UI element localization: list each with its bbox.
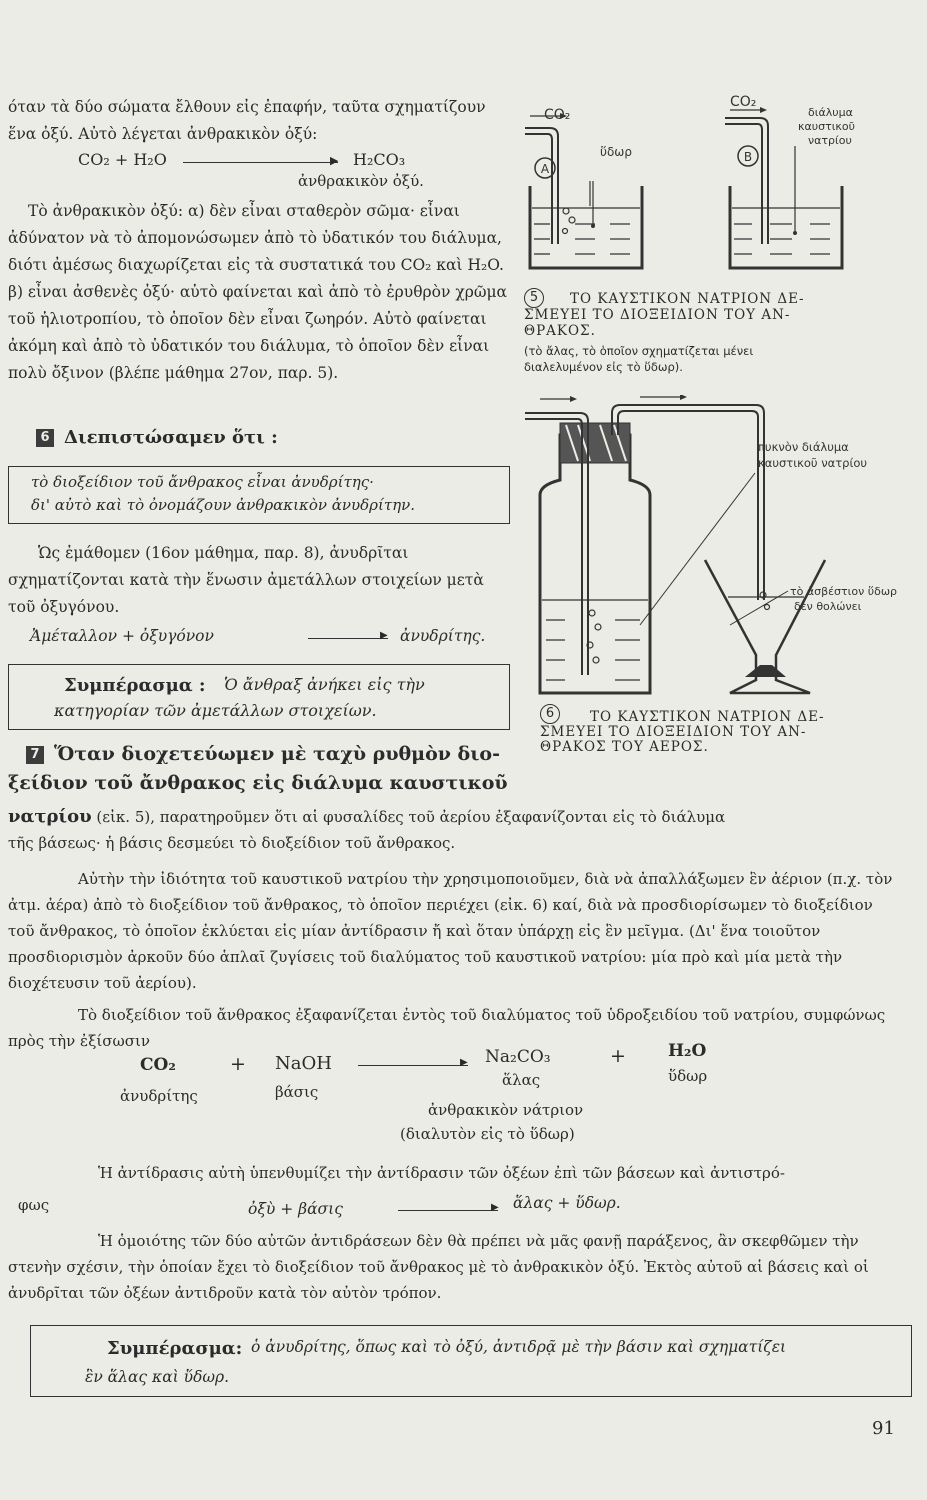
conc-label-1: πυκνὸν διάλυμα — [758, 440, 849, 454]
solution-label-2: καυστικοῦ — [798, 120, 855, 133]
figure-6-apparatus — [520, 395, 925, 710]
label-b: B — [743, 150, 753, 164]
fig5-caption-1: ΤΟ ΚΑΥΣΤΙΚΟΝ ΝΑΤΡΙΟΝ ΔΕ- — [570, 291, 805, 307]
conclusion-text-2: κατηγορίαν τῶν ἀμετάλλων στοιχείων. — [54, 701, 377, 720]
fig6-caption-2: ΣΜΕΥΕΙ ΤΟ ΔΙΟΞΕΙΔΙΟΝ ΤΟΥ ΑΝ- — [540, 724, 807, 740]
intro-block — [8, 94, 513, 387]
eq-salt-full-2: (διαλυτὸν εἰς τὸ ὕδωρ) — [400, 1125, 575, 1143]
flow-arrow-out — [680, 395, 687, 400]
eq-anhydride-arrow — [308, 638, 388, 639]
eq-salt-full-1: ἀνθρακικὸν νάτριον — [428, 1101, 584, 1119]
eq2-left: ὀξὺ + βάσις — [248, 1200, 343, 1218]
solution-label-3: νατρίου — [808, 134, 852, 147]
equation-acid-base — [8, 1186, 908, 1220]
section-7-line-4: τῆς βάσεως· ἡ βάσις δεσμεύει τὸ διοξείδιον τοῦ ἄνθρακος. — [8, 834, 456, 852]
finding-line-1: τὸ διοξείδιον τοῦ ἄνθρακος εἶναι ἀνυδρίτης· — [31, 473, 374, 491]
conclusion-text-1: Ὁ ἄνθραξ ἀνήκει εἰς τὴν — [224, 675, 425, 694]
lime-label-1: τὸ ἀσβέστιον ὕδωρ — [790, 585, 898, 598]
conclusion-box-1 — [8, 664, 510, 730]
co2-label-a: CO₂ — [544, 107, 571, 123]
section-7-paragraph-2: Αὐτὴν τὴν ἰδιότητα τοῦ καυστικοῦ νατρίου τὴν χρησιμοποιοῦμεν, διὰ νὰ ἀπαλλάξωμεν ἓν ἀέριον (π.χ. τὸν ἀτμ. ἀέρα) ἀπὸ τὸ διοξείδιον τοῦ ἄνθρακος, τὸ ὁποῖον περιέχει (εἰκ. 6) καί, διὰ νὰ προσδιορίσωμεν τὸ διοξείδιον τοῦ ἄνθρακος, τὸ ὁποῖον ἐκλύεται εἰς μίαν ἀντίδρασιν ἤ καὶ ὅταν ὑπάρχῃ εἰς ἓν μεῖγμα. (Δι' ἕνα τοιοῦτον προσδιορισμὸν ἀρκοῦν δύο ἁπλαῖ ζυγίσεις τοῦ διαλύματος τοῦ καυστικοῦ νατρίου: μία πρὸ καὶ μία μετὰ τὴν διοχέτευσιν τοῦ ἀερίου). — [8, 870, 893, 992]
section-7-title-2: ξείδιον τοῦ ἄνθρακος εἰς διάλυμα καυστικοῦ — [8, 772, 508, 794]
eq-naoh: NaOH — [275, 1053, 332, 1074]
eq2-right: ἅλας + ὕδωρ. — [513, 1194, 621, 1212]
wash-bottle — [540, 435, 650, 693]
final-conclusion-text-2: ἓν ἅλας καὶ ὕδωρ. — [85, 1368, 230, 1386]
anhydride-paragraph-block — [8, 540, 513, 655]
page-number: 91 — [872, 1418, 895, 1439]
flow-arrow-in — [570, 396, 577, 402]
eq2-arrow — [398, 1210, 498, 1211]
eq-water-name: ὕδωρ — [668, 1067, 708, 1085]
eq1-label: ἀνθρακικὸν ὀξύ. — [298, 172, 424, 190]
section-6-title: Διεπιστώσαμεν ὅτι : — [64, 427, 278, 448]
fig5-note-2: διαλελυμένον εἰς τὸ ὕδωρ). — [524, 360, 683, 374]
equation-carbonic-acid — [8, 148, 513, 192]
pointer-conc — [640, 473, 755, 625]
fig5-caption-2: ΣΜΕΥΕΙ ΤΟ ΔΙΟΞΕΙΔΙΟΝ ΤΟΥ ΑΝ- — [524, 307, 791, 323]
eq-arrow — [358, 1065, 468, 1066]
figure-5-number: 5 — [524, 288, 544, 308]
lime-label-2: δὲν θολώνει — [794, 600, 862, 613]
figure-6-number: 6 — [540, 704, 560, 724]
section-7-heading — [8, 740, 528, 798]
intro-paragraph: Τὸ ἀνθρακικὸν ὀξύ: α) δὲν εἶναι σταθερὸν σῶμα· εἶναι ἀδύνατον νὰ τὸ ἀπομονώσωμεν ἀπὸ τὸ ὑδατικόν του διάλυμα, διότι ἀμέσως διαχωρίζεται εἰς τὰ συστατικά του CO₂ καὶ H₂O. β) εἶναι ἀσθενὲς ὀξύ· αὐτὸ φαίνεται καὶ ἀπὸ τὸ ἐρυθρὸν χρῶμα τοῦ ἡλιοτροπίου, τὸ ὁποῖον δὲν εἶναι ζωηρόν. Αὐτὸ φαίνεται ἀκόμη καὶ ἀπὸ τὸ ὑδατικόν του διάλυμα, τὸ ὁποῖον δὲν εἶναι πολὺ ὄξινον (βλέπε μάθημα 27ον, παρ. 5). — [8, 202, 508, 382]
final-conclusion-text-1: ὁ ἀνυδρίτης, ὅπως καὶ τὸ ὀξύ, ἀντιδρᾷ μὲ τὴν βάσιν καὶ σχηματίζει — [251, 1338, 787, 1356]
eq-plus-2: + — [610, 1045, 626, 1067]
eq-co2: CO₂ — [140, 1055, 176, 1075]
eq1-left: CO₂ + H₂O — [78, 150, 167, 169]
section-7-paragraph-4: Ἡ ἀντίδρασις αὐτὴ ὑπενθυμίζει τὴν ἀντίδρασιν τῶν ὀξέων ἐπὶ τῶν βάσεων καὶ ἀντιστρό- — [98, 1164, 785, 1182]
eq-anhydride-left: Ἀμέταλλον + ὀξυγόνον — [30, 627, 214, 645]
fig6-caption-3: ΘΡΑΚΟΣ ΤΟΥ ΑΕΡΟΣ. — [540, 739, 709, 755]
section-7-comparison — [8, 1160, 908, 1306]
section-7-title-3: νατρίου — [8, 806, 92, 827]
finding-box — [8, 466, 510, 524]
fig5-note-1: (τὸ ἄλας, τὸ ὁποῖον σχηματίζεται μένει — [524, 344, 754, 358]
eq-co2-name: ἀνυδρίτης — [120, 1087, 198, 1105]
para4-continuation: φως — [18, 1196, 50, 1214]
final-conclusion-label: Συμπέρασμα: — [107, 1338, 243, 1359]
fig5-caption-3: ΘΡΑΚΟΣ. — [524, 323, 596, 339]
solution-label-1: διάλυμα — [808, 106, 853, 119]
eq-naoh-name: βάσις — [275, 1083, 319, 1101]
section-7-line-3: (εἰκ. 5), παρατηροῦμεν ὅτι αἱ φυσαλίδες τοῦ ἀερίου ἐξαφανίζονται εἰς τὸ διάλυμα — [96, 808, 726, 826]
solution-level-b — [732, 208, 840, 254]
outlet-tube — [612, 405, 764, 600]
conc-label-2: καυστικοῦ νατρίου — [758, 456, 868, 470]
finding-line-2: δι' αὐτὸ καὶ τὸ ὀνομάζουν ἀνθρακικὸν ἀνυδρίτην. — [31, 496, 416, 514]
arrow-head: ▶ — [330, 154, 339, 167]
beaker-b — [730, 186, 842, 268]
fig6-caption-1: ΤΟ ΚΑΥΣΤΙΚΟΝ ΝΑΤΡΙΟΝ ΔΕ- — [590, 709, 825, 725]
arrow-head: ▶ — [491, 1202, 499, 1213]
section-number-badge: 6 — [36, 429, 54, 447]
bubbles-a — [563, 208, 576, 234]
conclusion-box-2 — [30, 1325, 912, 1397]
section-7-body — [8, 804, 908, 1054]
section-7-paragraph-3: Τὸ διοξείδιον τοῦ ἄνθρακος ἐξαφανίζεται ἐντὸς τοῦ διαλύματος τοῦ ὑδροξειδίου τοῦ νατρίου, συμφώνως πρὸς τὴν ἐξίσωσιν — [8, 1006, 886, 1050]
section-number-badge: 7 — [26, 746, 44, 764]
section-6-heading — [36, 427, 278, 448]
eq-h2o: H₂O — [668, 1041, 707, 1061]
figure-5-apparatus — [520, 86, 920, 286]
anhydride-paragraph: Ὡς ἐμάθομεν (16ον μάθημα, παρ. 8), ἀνυδρῖται σχηματίζονται κατὰ τὴν ἕνωσιν ἀμετάλλων στοιχείων μετὰ τοῦ ὀξυγόνου. — [8, 544, 484, 616]
section-7-title-1: Ὅταν διοχετεύωμεν μὲ ταχὺ ρυθμὸν διο- — [54, 743, 500, 765]
intro-line: όταν τὰ δύο σώματα ἔλθουν εἰς ἐπαφήν, ταῦτα σχηματίζουν ἕνα ὀξύ. Αὐτὸ λέγεται ἀνθρακικὸν ὀξύ: — [8, 98, 486, 143]
water-label: ὕδωρ — [600, 145, 632, 159]
arrow-head: ▶ — [460, 1057, 468, 1068]
water-level-a — [532, 208, 640, 254]
bottle-bubbles — [587, 610, 601, 663]
label-a: A — [540, 162, 550, 176]
eq1-arrow — [183, 162, 338, 163]
conclusion-label: Συμπέρασμα : — [64, 675, 206, 696]
co2-label-b: CO₂ — [730, 94, 757, 110]
eq-anhydride-right: ἀνυδρίτης. — [400, 627, 486, 645]
naoh-equation — [90, 1041, 790, 1155]
eq-na2co3: Na₂CO₃ — [485, 1047, 551, 1067]
eq-plus-1: + — [230, 1053, 246, 1075]
eq-salt-name: ἅλας — [502, 1071, 541, 1089]
beaker-a — [530, 186, 642, 268]
section-7-paragraph-5: Ἡ ὁμοιότης τῶν δύο αὐτῶν ἀντιδράσεων δὲν θὰ πρέπει νὰ μᾶς φανῇ παράξενος, ἂν σκεφθῶμεν τὴν στενὴν σχέσιν, τὴν ὁποίαν ἔχει τὸ διοξείδιον τοῦ ἄνθρακος μὲ τὸ ἀνθρακικὸν ὀξύ. Ἐκτὸς αὐτοῦ αἱ βάσεις καὶ οἱ ἀνυδρῖται τῶν ὀξέων ἀντιδροῦν κατὰ τὸν αὐτὸν τρόπον. — [8, 1232, 869, 1302]
equation-anhydride — [8, 623, 513, 655]
eq1-right: H₂CO₃ — [353, 150, 406, 169]
arrow-head: ▶ — [380, 630, 388, 641]
